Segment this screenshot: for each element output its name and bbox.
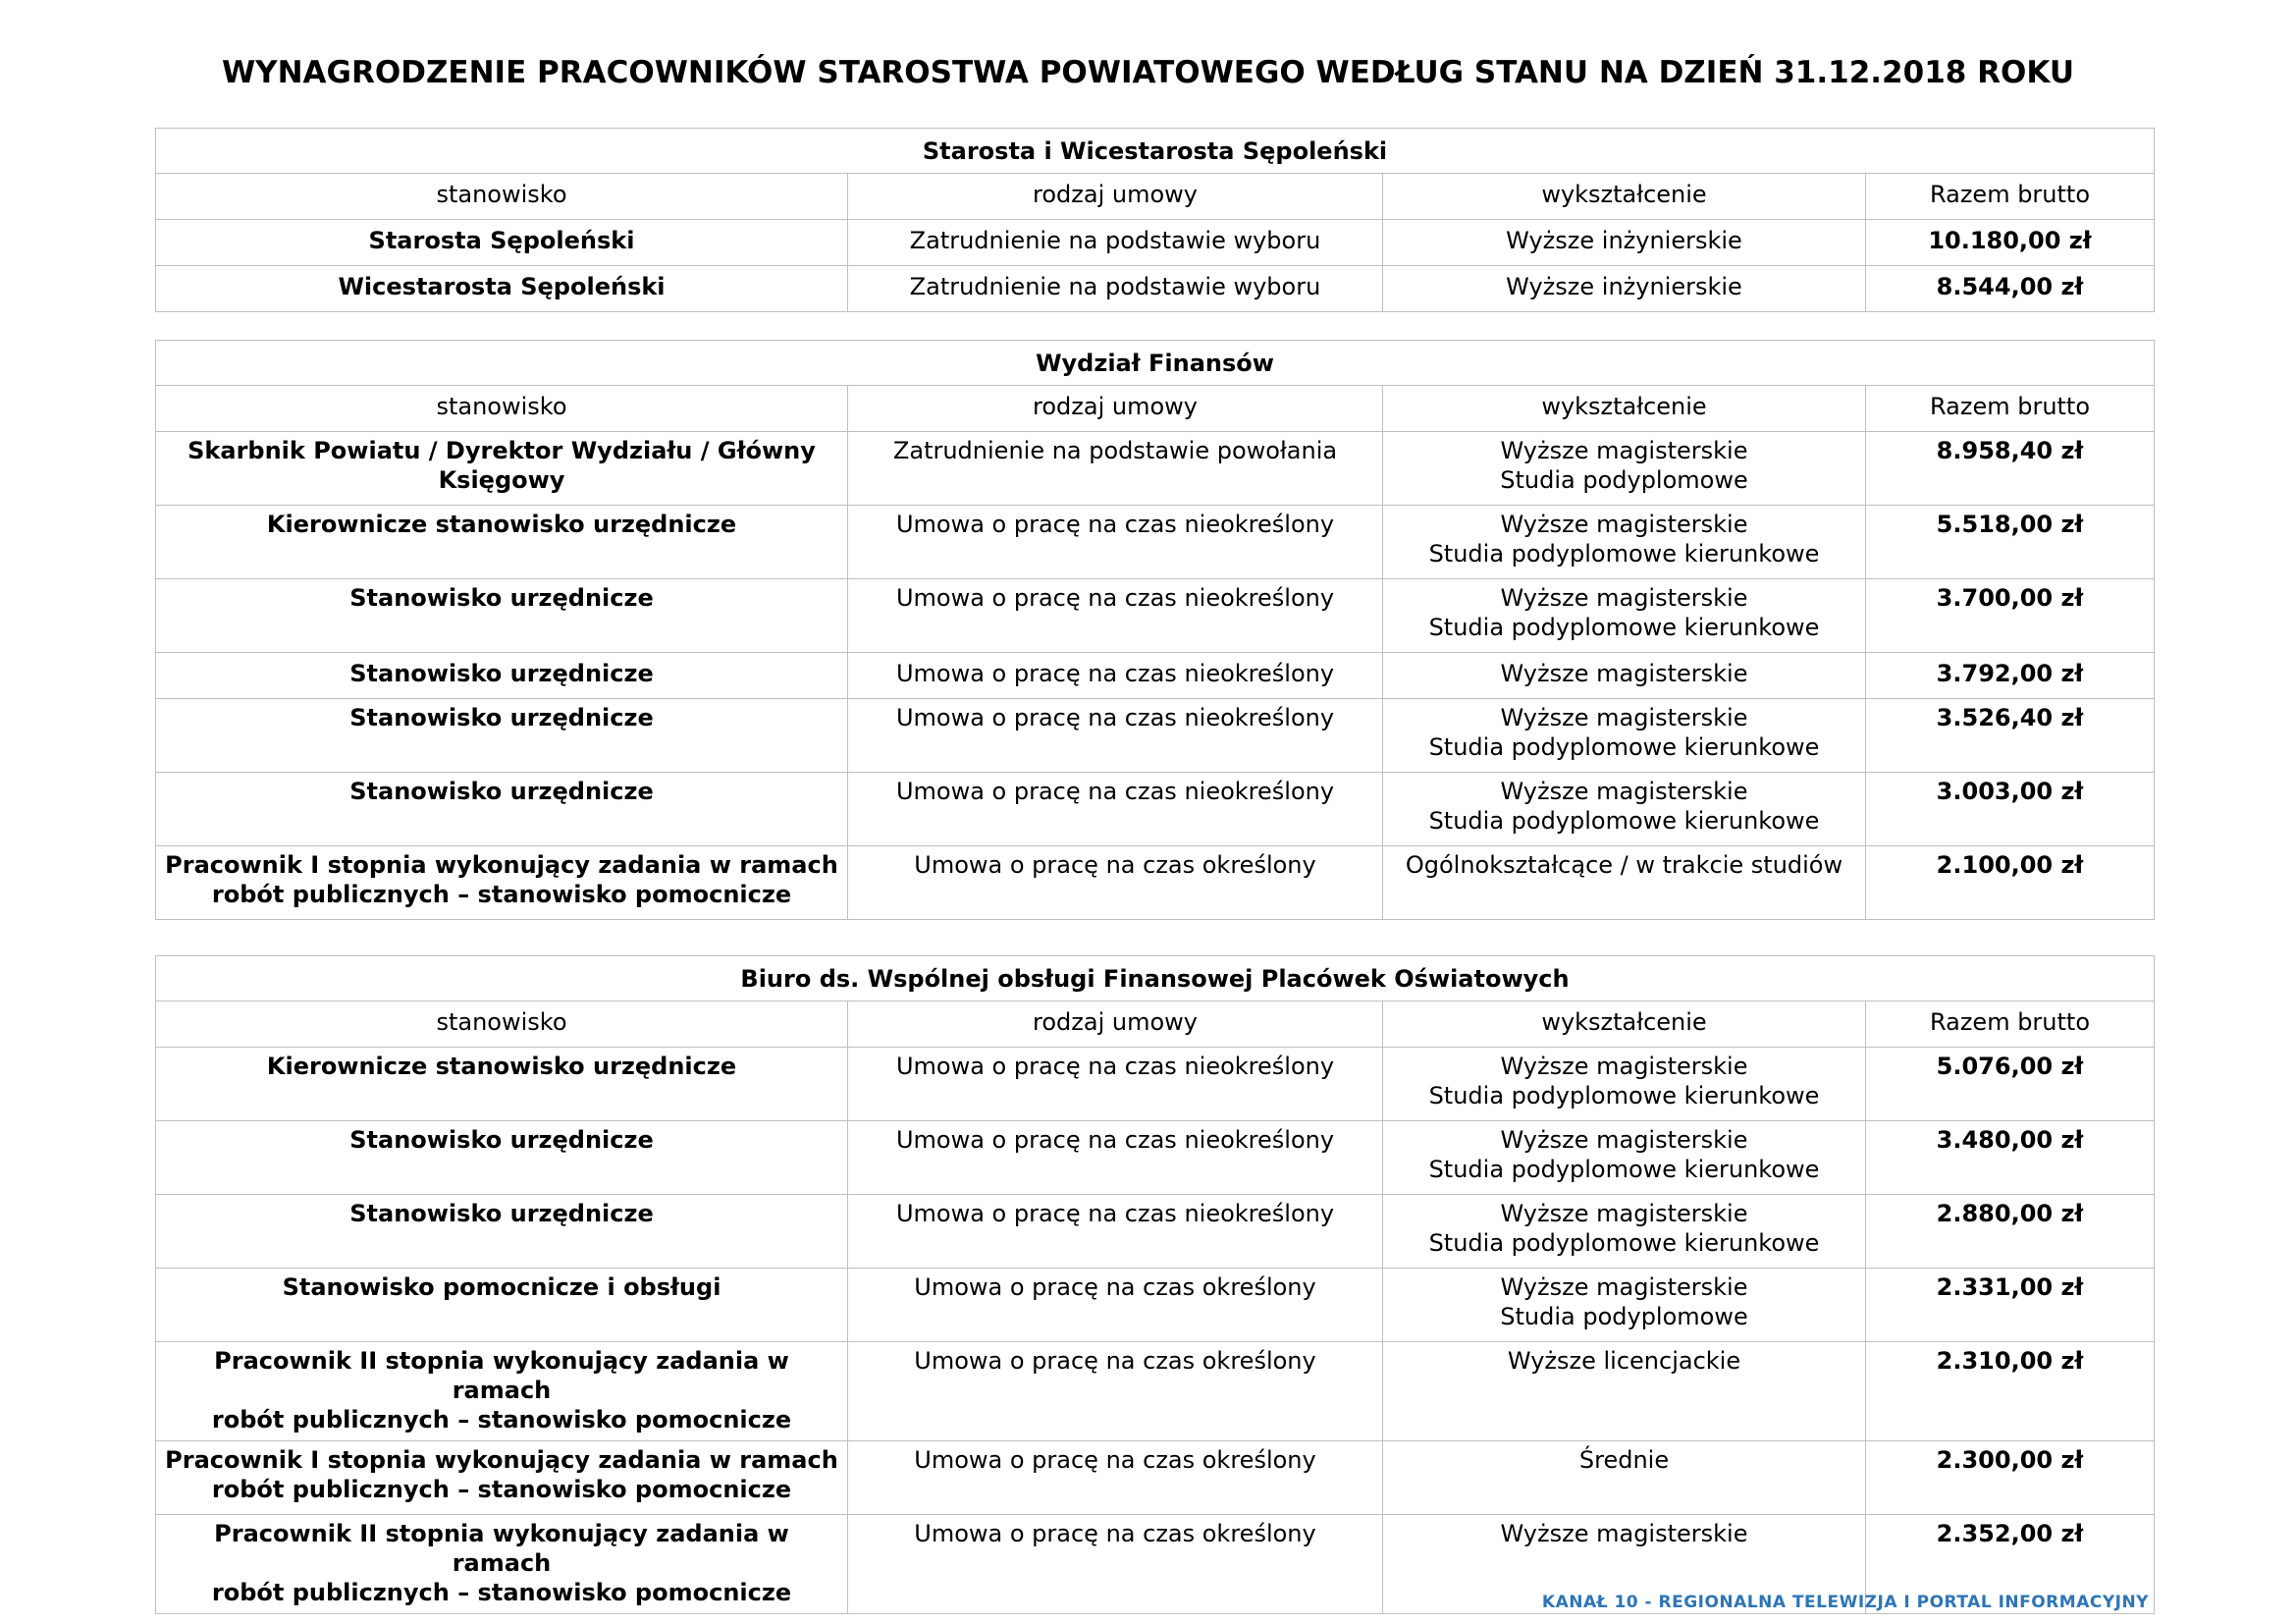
education-text: Studia podyplomowe [1500, 466, 1748, 494]
education-text: Wyższe magisterskie [1500, 437, 1748, 464]
salary-table [155, 340, 2155, 920]
education-text: Studia podyplomowe kierunkowe [1428, 1229, 1820, 1257]
education-text: Wyższe magisterskie [1500, 1053, 1748, 1080]
education-text: Wyższe magisterskie [1500, 1520, 1748, 1547]
column-header-position: stanowisko [156, 386, 848, 432]
column-header-row [156, 1001, 2155, 1048]
education-text: Wyższe magisterskie [1500, 1200, 1748, 1227]
column-header-position: stanowisko [156, 1001, 848, 1048]
position-text: Pracownik I stopnia wykonujący zadania w ramach [165, 851, 838, 879]
footer-credit: KANAŁ 10 - REGIONALNA TELEWIZJA I PORTAL INFORMACYJNY [1541, 1593, 2149, 1612]
position-cell [156, 1515, 848, 1614]
position-text: Wicestarosta Sępoleński [338, 273, 666, 300]
contract-cell: Umowa o pracę na czas określony [848, 1342, 1383, 1441]
position-text: Pracownik II stopnia wykonujący zadania w ramach [214, 1520, 789, 1577]
contract-cell: Umowa o pracę na czas określony [848, 1441, 1383, 1515]
section-title: Wydział Finansów [156, 341, 2155, 386]
contract-cell: Umowa o pracę na czas nieokreślony [848, 506, 1383, 579]
position-text: Stanowisko urzędnicze [349, 778, 654, 805]
table-row [156, 1342, 2155, 1441]
position-text: Księgowy [438, 466, 565, 494]
column-header-gross: Razem brutto [1866, 174, 2155, 220]
gross-salary-cell: 8.958,40 zł [1866, 432, 2155, 506]
gross-salary-cell: 3.700,00 zł [1866, 579, 2155, 653]
table-row [156, 773, 2155, 846]
contract-cell: Umowa o pracę na czas nieokreślony [848, 1048, 1383, 1121]
education-text: Studia podyplomowe kierunkowe [1428, 614, 1820, 641]
column-header-position: stanowisko [156, 174, 848, 220]
education-cell [1383, 699, 1866, 773]
contract-cell: Umowa o pracę na czas nieokreślony [848, 699, 1383, 773]
position-cell [156, 1342, 848, 1441]
education-cell [1383, 432, 1866, 506]
education-text: Wyższe magisterskie [1500, 660, 1748, 687]
education-cell [1383, 1195, 1866, 1269]
column-header-gross: Razem brutto [1866, 1001, 2155, 1048]
contract-cell: Umowa o pracę na czas nieokreślony [848, 1121, 1383, 1195]
position-text: Kierownicze stanowisko urzędnicze [266, 511, 737, 538]
contract-cell: Zatrudnienie na podstawie wyboru [848, 266, 1383, 312]
education-text: Studia podyplomowe kierunkowe [1428, 733, 1820, 761]
education-text: Studia podyplomowe kierunkowe [1428, 807, 1820, 835]
position-cell [156, 699, 848, 773]
position-text: robót publicznych – stanowisko pomocnicze [211, 1579, 792, 1606]
gross-salary-cell: 8.544,00 zł [1866, 266, 2155, 312]
position-cell [156, 1195, 848, 1269]
table-row [156, 1048, 2155, 1121]
position-text: Starosta Sępoleński [368, 227, 635, 254]
position-text: Stanowisko urzędnicze [349, 660, 654, 687]
education-text: Studia podyplomowe kierunkowe [1428, 1156, 1820, 1183]
education-text: Wyższe inżynierskie [1506, 227, 1742, 254]
education-text: Ogólnokształcące / w trakcie studiów [1405, 851, 1843, 879]
page-title: WYNAGRODZENIE PRACOWNIKÓW STAROSTWA POWIATOWEGO WEDŁUG STANU NA DZIEŃ 31.12.2018 ROKU [221, 55, 2075, 90]
position-text: Stanowisko urzędnicze [349, 704, 654, 731]
contract-cell: Zatrudnienie na podstawie wyboru [848, 220, 1383, 266]
table-row [156, 1441, 2155, 1515]
position-cell [156, 1121, 848, 1195]
position-cell [156, 506, 848, 579]
gross-salary-cell: 5.518,00 zł [1866, 506, 2155, 579]
gross-salary-cell: 5.076,00 zł [1866, 1048, 2155, 1121]
position-text: Stanowisko urzędnicze [349, 1126, 654, 1154]
position-cell [156, 432, 848, 506]
column-header-education: wykształcenie [1383, 1001, 1866, 1048]
table-row [156, 653, 2155, 699]
salary-table [155, 955, 2155, 1614]
education-text: Średnie [1578, 1446, 1670, 1474]
gross-salary-cell: 2.352,00 zł [1866, 1515, 2155, 1614]
position-cell [156, 846, 848, 920]
education-text: Wyższe magisterskie [1500, 584, 1748, 612]
position-cell [156, 1441, 848, 1515]
position-cell [156, 1048, 848, 1121]
gross-salary-cell: 2.331,00 zł [1866, 1269, 2155, 1342]
education-cell [1383, 1342, 1866, 1441]
education-cell [1383, 266, 1866, 312]
education-text: Wyższe magisterskie [1500, 511, 1748, 538]
position-cell [156, 266, 848, 312]
table-row [156, 220, 2155, 266]
contract-cell: Umowa o pracę na czas określony [848, 846, 1383, 920]
gross-salary-cell: 2.100,00 zł [1866, 846, 2155, 920]
position-cell [156, 579, 848, 653]
position-text: robót publicznych – stanowisko pomocnicze [211, 1476, 792, 1503]
education-cell [1383, 773, 1866, 846]
position-text: robót publicznych – stanowisko pomocnicze [211, 881, 792, 908]
position-cell [156, 773, 848, 846]
column-header-education: wykształcenie [1383, 386, 1866, 432]
table-row [156, 699, 2155, 773]
table-row [156, 1121, 2155, 1195]
table-row [156, 432, 2155, 506]
table-row [156, 579, 2155, 653]
position-text: Stanowisko urzędnicze [349, 584, 654, 612]
education-text: Studia podyplomowe [1500, 1303, 1748, 1330]
table-row [156, 266, 2155, 312]
column-header-row [156, 174, 2155, 220]
contract-cell: Zatrudnienie na podstawie powołania [848, 432, 1383, 506]
column-header-gross: Razem brutto [1866, 386, 2155, 432]
section-title: Starosta i Wicestarosta Sępoleński [156, 129, 2155, 174]
column-header-row [156, 386, 2155, 432]
education-text: Wyższe magisterskie [1500, 1273, 1748, 1301]
education-cell [1383, 506, 1866, 579]
table-row [156, 506, 2155, 579]
column-header-contract: rodzaj umowy [848, 386, 1383, 432]
education-cell [1383, 1048, 1866, 1121]
gross-salary-cell: 3.792,00 zł [1866, 653, 2155, 699]
gross-salary-cell: 2.310,00 zł [1866, 1342, 2155, 1441]
education-cell [1383, 1441, 1866, 1515]
position-text: Pracownik I stopnia wykonujący zadania w ramach [165, 1446, 838, 1474]
column-header-contract: rodzaj umowy [848, 1001, 1383, 1048]
table-row [156, 1195, 2155, 1269]
position-text: Stanowisko pomocnicze i obsługi [282, 1273, 721, 1301]
contract-cell: Umowa o pracę na czas określony [848, 1515, 1383, 1614]
contract-cell: Umowa o pracę na czas nieokreślony [848, 1195, 1383, 1269]
education-cell [1383, 846, 1866, 920]
position-text: Kierownicze stanowisko urzędnicze [266, 1053, 737, 1080]
position-cell [156, 220, 848, 266]
table-row [156, 846, 2155, 920]
contract-cell: Umowa o pracę na czas nieokreślony [848, 773, 1383, 846]
gross-salary-cell: 3.526,40 zł [1866, 699, 2155, 773]
gross-salary-cell: 10.180,00 zł [1866, 220, 2155, 266]
education-text: Wyższe magisterskie [1500, 1126, 1748, 1154]
salary-table [155, 128, 2155, 312]
education-text: Wyższe inżynierskie [1506, 273, 1742, 300]
education-text: Studia podyplomowe kierunkowe [1428, 1082, 1820, 1109]
position-cell [156, 1269, 848, 1342]
section-title: Biuro ds. Wspólnej obsługi Finansowej Placówek Oświatowych [156, 956, 2155, 1001]
education-cell [1383, 653, 1866, 699]
education-text: Wyższe magisterskie [1500, 778, 1748, 805]
education-text: Wyższe licencjackie [1507, 1347, 1741, 1375]
contract-cell: Umowa o pracę na czas określony [848, 1269, 1383, 1342]
column-header-education: wykształcenie [1383, 174, 1866, 220]
education-cell [1383, 220, 1866, 266]
gross-salary-cell: 3.480,00 zł [1866, 1121, 2155, 1195]
education-cell [1383, 579, 1866, 653]
education-text: Wyższe magisterskie [1500, 704, 1748, 731]
position-text: robót publicznych – stanowisko pomocnicze [211, 1406, 792, 1434]
gross-salary-cell: 2.880,00 zł [1866, 1195, 2155, 1269]
position-text: Stanowisko urzędnicze [349, 1200, 654, 1227]
gross-salary-cell: 2.300,00 zł [1866, 1441, 2155, 1515]
contract-cell: Umowa o pracę na czas nieokreślony [848, 579, 1383, 653]
gross-salary-cell: 3.003,00 zł [1866, 773, 2155, 846]
column-header-contract: rodzaj umowy [848, 174, 1383, 220]
education-cell [1383, 1269, 1866, 1342]
position-text: Pracownik II stopnia wykonujący zadania w ramach [214, 1347, 789, 1404]
contract-cell: Umowa o pracę na czas nieokreślony [848, 653, 1383, 699]
table-row [156, 1269, 2155, 1342]
education-cell [1383, 1121, 1866, 1195]
position-text: Skarbnik Powiatu / Dyrektor Wydziału / Główny [187, 437, 816, 464]
education-text: Studia podyplomowe kierunkowe [1428, 540, 1820, 568]
position-cell [156, 653, 848, 699]
